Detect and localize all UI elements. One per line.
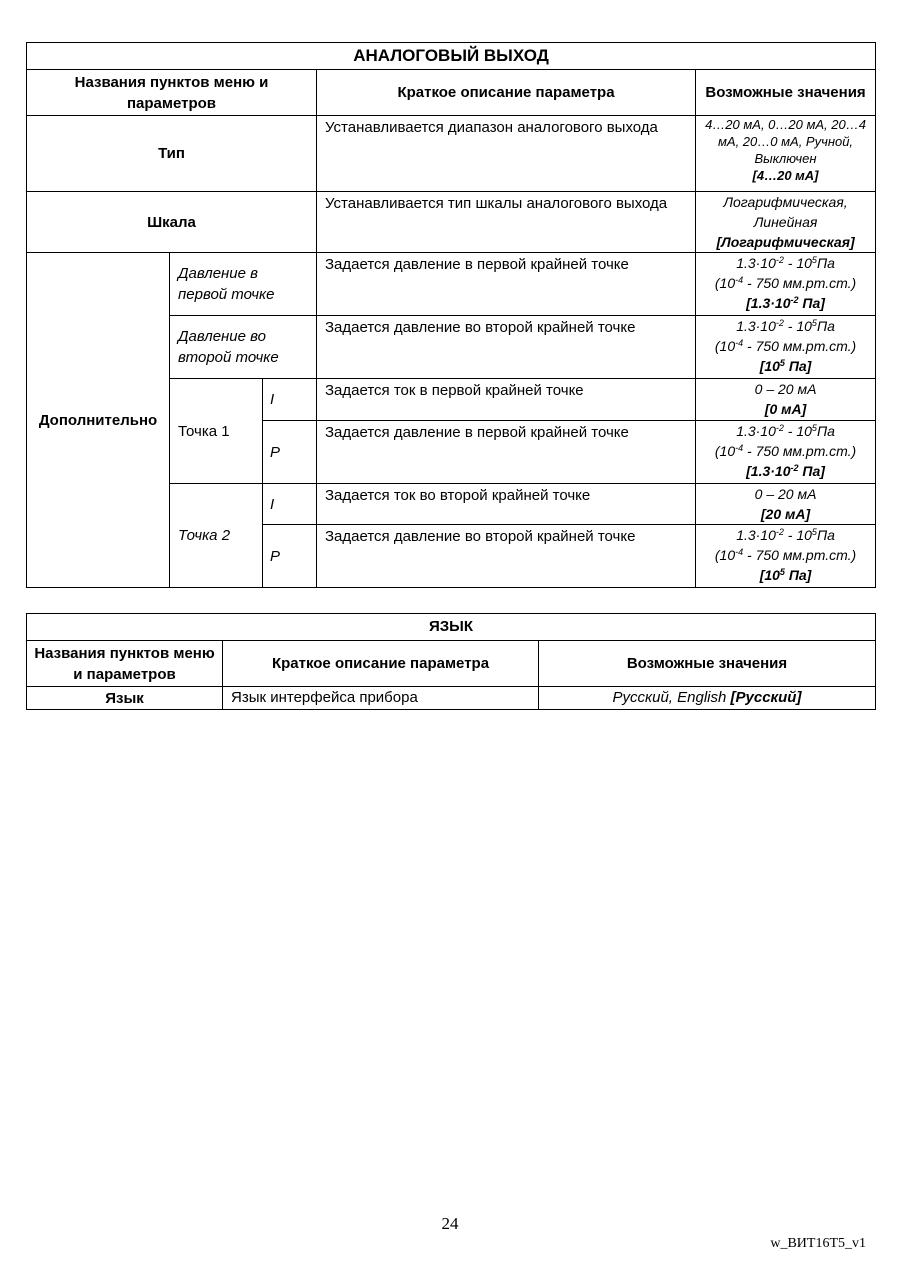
default-text: [1.3·10 [746,295,791,311]
range-text: - 10 [783,527,812,543]
param-p1-name: Давление в первой точке [170,253,317,316]
param-scale-values [696,192,876,253]
range-exponent: -2 [775,318,784,328]
param-point2-i-label: I [263,484,317,525]
values-text: Русский, English [612,689,731,706]
param-p2-name: Давление во второй точке [170,316,317,379]
default-text: Па] [784,358,812,374]
param-point2-p-values [696,525,876,588]
param-point2-i-values [696,484,876,525]
header-values: Возможные значения [539,641,876,687]
table-title: АНАЛОГОВЫЙ ВЫХОД [27,43,876,70]
range-exponent: -2 [775,527,784,537]
param-p2-desc: Задается давление во второй крайней точке [317,316,696,379]
range-text: - 750 мм.рт.ст.) [743,443,857,459]
default-text: Па] [798,463,825,479]
range-exponent: -4 [735,443,744,453]
param-point2-i-desc: Задается ток во второй крайней точке [317,484,696,525]
values-text: Логарифмическая, [723,194,848,210]
param-point1-p-desc: Задается давление в первой крайней точке [317,421,696,484]
range-unit: Па [816,318,835,334]
default-exponent: 5 [779,567,785,577]
param-p1-values [696,253,876,316]
range-text: 1.3·10 [736,318,776,334]
document-id: w_ВИТ16Т5_v1 [770,1236,866,1251]
table-title: ЯЗЫК [27,614,876,641]
param-point2-p-desc: Задается давление во второй крайней точке [317,525,696,588]
default-exponent: -2 [790,295,799,305]
range-exponent: -4 [735,338,744,348]
default-text: [1.3·10 [746,463,791,479]
range-text: - 750 мм.рт.ст.) [743,275,857,291]
default-text: [10 [759,567,780,583]
default-value: [Логарифмическая] [716,234,855,250]
values-text-2: Линейная [753,214,818,230]
header-name: Названия пунктов меню и параметров [27,70,317,116]
param-point1-i-desc: Задается ток в первой крайней точке [317,379,696,421]
param-point2-p-label: P [263,525,317,588]
values-text: 0 – 20 мА [754,486,817,502]
default-value: [0 мА] [764,401,807,417]
analog-output-table [26,42,876,588]
header-description: Краткое описание параметра [223,641,539,687]
range-text: 1.3·10 [736,527,776,543]
param-language-desc: Язык интерфейса прибора [223,687,539,710]
default-value [760,358,812,374]
range-exponent: 5 [811,318,817,328]
param-language-name: Язык [27,687,223,710]
range-exponent: -2 [775,423,784,433]
language-table [26,613,876,710]
range-unit: Па [816,255,835,271]
param-point1-i-values [696,379,876,421]
param-extra-name: Дополнительно [27,253,170,588]
range-text: (10 [714,338,736,354]
range-exponent: 5 [811,527,817,537]
param-p1-desc: Задается давление в первой крайней точке [317,253,696,316]
default-value [760,567,812,583]
range-exponent: -4 [735,275,744,285]
default-value: [Русский] [730,689,802,706]
range-text: - 10 [783,423,812,439]
range-text: - 10 [783,255,812,271]
range-text: (10 [714,547,736,563]
range-exponent: -4 [735,547,744,557]
range-text: 1.3·10 [736,255,776,271]
param-type-name: Тип [27,116,317,192]
range-text: (10 [714,443,736,459]
param-point1-i-label: I [263,379,317,421]
param-language-values [539,687,876,710]
default-text: [10 [759,358,780,374]
range-text: - 10 [783,318,812,334]
range-unit: Па [816,423,835,439]
range-text: - 750 мм.рт.ст.) [743,547,857,563]
header-values: Возможные значения [696,70,876,116]
param-point2-name: Точка 2 [170,484,263,588]
param-type-desc: Устанавливается диапазон аналогового выхода [317,116,696,192]
header-description: Краткое описание параметра [317,70,696,116]
range-text: - 750 мм.рт.ст.) [743,338,857,354]
default-value [746,463,825,479]
default-exponent: -2 [790,463,799,473]
range-unit: Па [816,527,835,543]
default-value [746,295,825,311]
default-text: Па] [798,295,825,311]
values-text: 0 – 20 мА [754,381,817,397]
range-exponent: -2 [775,255,784,265]
header-name: Названия пунктов меню и параметров [27,641,223,687]
param-point1-p-values [696,421,876,484]
values-text: 4…20 мА, 0…20 мА, 20…4 мА, 20…0 мА, Ручной, Выключен [705,117,866,166]
param-scale-name: Шкала [27,192,317,253]
default-text: Па] [784,567,812,583]
range-text: 1.3·10 [736,423,776,439]
range-text: (10 [714,275,736,291]
param-point1-p-label: P [263,421,317,484]
range-exponent: 5 [811,255,817,265]
param-p2-values [696,316,876,379]
param-type-values [696,116,876,192]
default-exponent: 5 [779,358,785,368]
default-value: [20 мА] [760,506,811,522]
range-exponent: 5 [811,423,817,433]
page-number: 24 [441,1214,459,1233]
default-value: [4…20 мА] [752,168,819,183]
param-point1-name: Точка 1 [170,379,263,484]
param-scale-desc: Устанавливается тип шкалы аналогового выхода [317,192,696,253]
